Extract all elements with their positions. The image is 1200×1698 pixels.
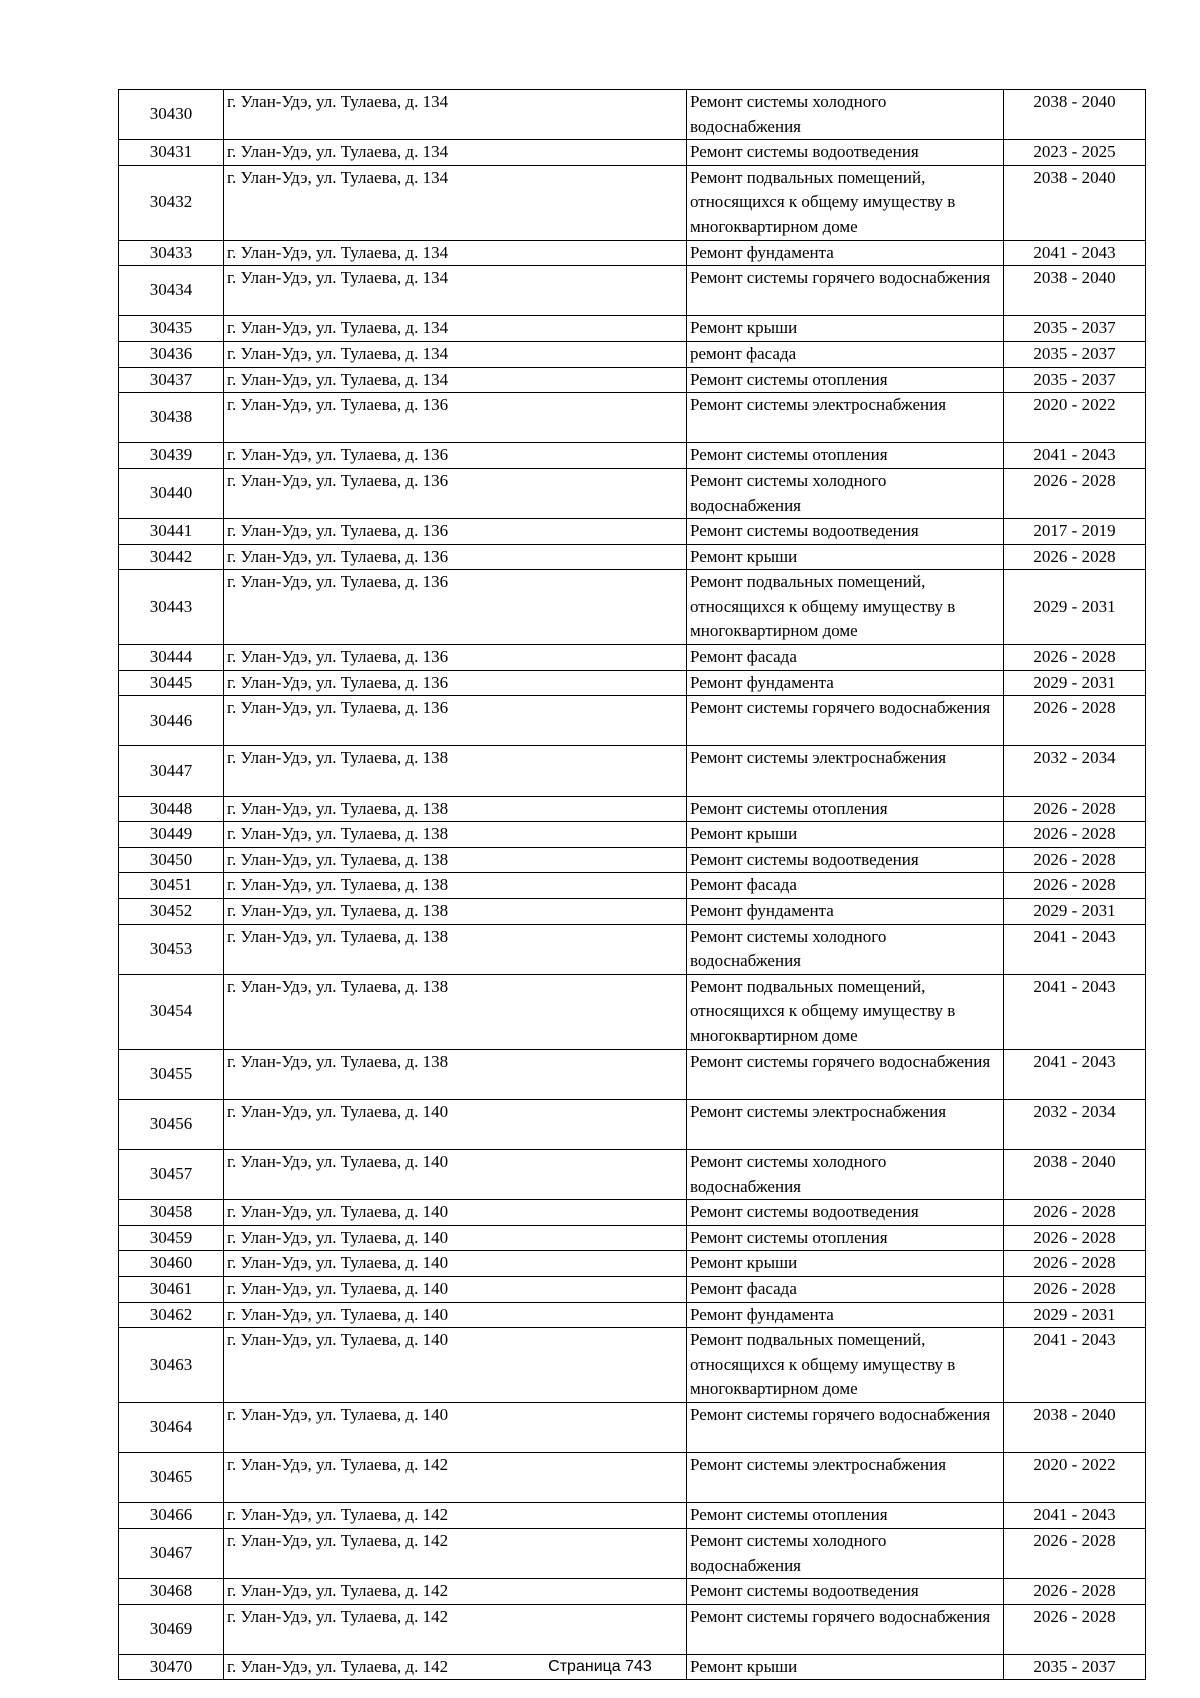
address-cell: г. Улан-Удэ, ул. Тулаева, д. 134 [224, 316, 687, 342]
years-cell: 2020 - 2022 [1004, 1453, 1146, 1503]
address-cell: г. Улан-Удэ, ул. Тулаева, д. 142 [224, 1453, 687, 1503]
work-type-cell: Ремонт системы холодного водоснабжения [687, 468, 1004, 518]
address-cell: г. Улан-Удэ, ул. Тулаева, д. 142 [224, 1528, 687, 1578]
years-cell: 2026 - 2028 [1004, 822, 1146, 848]
address-cell: г. Улан-Удэ, ул. Тулаева, д. 136 [224, 645, 687, 671]
years-cell: 2038 - 2040 [1004, 266, 1146, 316]
years-cell: 2026 - 2028 [1004, 847, 1146, 873]
address-cell: г. Улан-Удэ, ул. Тулаева, д. 136 [224, 544, 687, 570]
row-id-cell: 30438 [119, 393, 224, 443]
years-cell: 2026 - 2028 [1004, 1251, 1146, 1277]
row-id-cell: 30437 [119, 367, 224, 393]
table-row [119, 1328, 1146, 1403]
row-id-cell: 30468 [119, 1579, 224, 1605]
row-id-cell: 30461 [119, 1276, 224, 1302]
table-row [119, 266, 1146, 316]
years-cell: 2026 - 2028 [1004, 873, 1146, 899]
work-type-cell: Ремонт системы холодного водоснабжения [687, 90, 1004, 140]
table-row [119, 974, 1146, 1049]
table-row [119, 570, 1146, 645]
address-cell: г. Улан-Удэ, ул. Тулаева, д. 140 [224, 1276, 687, 1302]
table-row [119, 393, 1146, 443]
address-cell: г. Улан-Удэ, ул. Тулаева, д. 134 [224, 266, 687, 316]
address-cell: г. Улан-Удэ, ул. Тулаева, д. 140 [224, 1225, 687, 1251]
years-cell: 2026 - 2028 [1004, 696, 1146, 746]
years-cell: 2041 - 2043 [1004, 240, 1146, 266]
address-cell: г. Улан-Удэ, ул. Тулаева, д. 140 [224, 1149, 687, 1199]
work-type-cell: Ремонт крыши [687, 1654, 1004, 1680]
table-row [119, 847, 1146, 873]
years-cell: 2029 - 2031 [1004, 1302, 1146, 1328]
years-cell: 2026 - 2028 [1004, 1528, 1146, 1578]
row-id-cell: 30460 [119, 1251, 224, 1277]
years-cell: 2038 - 2040 [1004, 165, 1146, 240]
table-row [119, 341, 1146, 367]
row-id-cell: 30457 [119, 1149, 224, 1199]
years-cell: 2026 - 2028 [1004, 468, 1146, 518]
work-type-cell: Ремонт системы отопления [687, 443, 1004, 469]
table-row [119, 924, 1146, 974]
years-cell: 2038 - 2040 [1004, 1402, 1146, 1452]
address-cell: г. Улан-Удэ, ул. Тулаева, д. 136 [224, 443, 687, 469]
address-cell: г. Улан-Удэ, ул. Тулаева, д. 134 [224, 367, 687, 393]
row-id-cell: 30448 [119, 796, 224, 822]
table-row [119, 1579, 1146, 1605]
row-id-cell: 30467 [119, 1528, 224, 1578]
row-id-cell: 30459 [119, 1225, 224, 1251]
row-id-cell: 30465 [119, 1453, 224, 1503]
address-cell: г. Улан-Удэ, ул. Тулаева, д. 134 [224, 341, 687, 367]
table-row [119, 696, 1146, 746]
years-cell: 2041 - 2043 [1004, 924, 1146, 974]
table-row [119, 1225, 1146, 1251]
address-cell: г. Улан-Удэ, ул. Тулаева, д. 142 [224, 1654, 687, 1680]
years-cell: 2023 - 2025 [1004, 140, 1146, 166]
table-row [119, 873, 1146, 899]
work-type-cell: Ремонт системы отопления [687, 1225, 1004, 1251]
row-id-cell: 30466 [119, 1503, 224, 1529]
address-cell: г. Улан-Удэ, ул. Тулаева, д. 138 [224, 847, 687, 873]
table-row [119, 544, 1146, 570]
years-cell: 2038 - 2040 [1004, 1149, 1146, 1199]
address-cell: г. Улан-Удэ, ул. Тулаева, д. 134 [224, 90, 687, 140]
row-id-cell: 30439 [119, 443, 224, 469]
work-type-cell: Ремонт фасада [687, 645, 1004, 671]
years-cell: 2041 - 2043 [1004, 1049, 1146, 1099]
work-type-cell: Ремонт фундамента [687, 670, 1004, 696]
address-cell: г. Улан-Удэ, ул. Тулаева, д. 136 [224, 519, 687, 545]
row-id-cell: 30435 [119, 316, 224, 342]
row-id-cell: 30452 [119, 899, 224, 925]
work-type-cell: Ремонт крыши [687, 316, 1004, 342]
years-cell: 2041 - 2043 [1004, 974, 1146, 1049]
page-footer [0, 1658, 1200, 1676]
address-cell: г. Улан-Удэ, ул. Тулаева, д. 140 [224, 1200, 687, 1226]
table-row [119, 1604, 1146, 1654]
address-cell: г. Улан-Удэ, ул. Тулаева, д. 142 [224, 1503, 687, 1529]
address-cell: г. Улан-Удэ, ул. Тулаева, д. 138 [224, 796, 687, 822]
table-row [119, 367, 1146, 393]
address-cell: г. Улан-Удэ, ул. Тулаева, д. 136 [224, 670, 687, 696]
table-row [119, 1149, 1146, 1199]
work-type-cell: Ремонт крыши [687, 1251, 1004, 1277]
years-cell: 2035 - 2037 [1004, 341, 1146, 367]
table-row [119, 899, 1146, 925]
work-type-cell: ремонт фасада [687, 341, 1004, 367]
page-number: Страница 743 [548, 1658, 652, 1675]
row-id-cell: 30469 [119, 1604, 224, 1654]
address-cell: г. Улан-Удэ, ул. Тулаева, д. 136 [224, 696, 687, 746]
years-cell: 2035 - 2037 [1004, 316, 1146, 342]
work-type-cell: Ремонт системы отопления [687, 1503, 1004, 1529]
work-type-cell: Ремонт системы горячего водоснабжения [687, 1402, 1004, 1452]
work-type-cell: Ремонт системы отопления [687, 796, 1004, 822]
years-cell: 2026 - 2028 [1004, 645, 1146, 671]
years-cell: 2041 - 2043 [1004, 443, 1146, 469]
row-id-cell: 30432 [119, 165, 224, 240]
work-type-cell: Ремонт подвальных помещений, относящихся к общему имуществу в многоквартирном доме [687, 165, 1004, 240]
row-id-cell: 30455 [119, 1049, 224, 1099]
address-cell: г. Улан-Удэ, ул. Тулаева, д. 140 [224, 1328, 687, 1403]
work-type-cell: Ремонт системы горячего водоснабжения [687, 266, 1004, 316]
table-row [119, 1251, 1146, 1277]
row-id-cell: 30453 [119, 924, 224, 974]
address-cell: г. Улан-Удэ, ул. Тулаева, д. 136 [224, 570, 687, 645]
work-type-cell: Ремонт системы водоотведения [687, 140, 1004, 166]
table-row [119, 1453, 1146, 1503]
years-cell: 2029 - 2031 [1004, 899, 1146, 925]
row-id-cell: 30440 [119, 468, 224, 518]
table-row [119, 140, 1146, 166]
work-type-cell: Ремонт крыши [687, 822, 1004, 848]
work-type-cell: Ремонт системы водоотведения [687, 1200, 1004, 1226]
row-id-cell: 30470 [119, 1654, 224, 1680]
row-id-cell: 30446 [119, 696, 224, 746]
years-cell: 2032 - 2034 [1004, 1099, 1146, 1149]
work-type-cell: Ремонт подвальных помещений, относящихся к общему имуществу в многоквартирном доме [687, 570, 1004, 645]
address-cell: г. Улан-Удэ, ул. Тулаева, д. 134 [224, 165, 687, 240]
address-cell: г. Улан-Удэ, ул. Тулаева, д. 136 [224, 393, 687, 443]
years-cell: 2029 - 2031 [1004, 570, 1146, 645]
years-cell: 2026 - 2028 [1004, 1604, 1146, 1654]
address-cell: г. Улан-Удэ, ул. Тулаева, д. 140 [224, 1402, 687, 1452]
work-type-cell: Ремонт фундамента [687, 240, 1004, 266]
table-row [119, 1402, 1146, 1452]
table-row [119, 240, 1146, 266]
address-cell: г. Улан-Удэ, ул. Тулаева, д. 140 [224, 1251, 687, 1277]
address-cell: г. Улан-Удэ, ул. Тулаева, д. 140 [224, 1302, 687, 1328]
row-id-cell: 30431 [119, 140, 224, 166]
years-cell: 2026 - 2028 [1004, 1200, 1146, 1226]
address-cell: г. Улан-Удэ, ул. Тулаева, д. 138 [224, 822, 687, 848]
work-type-cell: Ремонт системы водоотведения [687, 519, 1004, 545]
years-cell: 2038 - 2040 [1004, 90, 1146, 140]
address-cell: г. Улан-Удэ, ул. Тулаева, д. 142 [224, 1604, 687, 1654]
table-row [119, 468, 1146, 518]
table-row [119, 1302, 1146, 1328]
address-cell: г. Улан-Удэ, ул. Тулаева, д. 138 [224, 974, 687, 1049]
work-type-cell: Ремонт системы горячего водоснабжения [687, 696, 1004, 746]
work-type-cell: Ремонт фундамента [687, 899, 1004, 925]
address-cell: г. Улан-Удэ, ул. Тулаева, д. 138 [224, 873, 687, 899]
row-id-cell: 30464 [119, 1402, 224, 1452]
table-row [119, 1528, 1146, 1578]
row-id-cell: 30449 [119, 822, 224, 848]
work-type-cell: Ремонт фундамента [687, 1302, 1004, 1328]
table-row [119, 165, 1146, 240]
work-type-cell: Ремонт системы холодного водоснабжения [687, 924, 1004, 974]
work-type-cell: Ремонт системы водоотведения [687, 847, 1004, 873]
row-id-cell: 30458 [119, 1200, 224, 1226]
table-row [119, 822, 1146, 848]
table-row [119, 316, 1146, 342]
work-type-cell: Ремонт системы горячего водоснабжения [687, 1049, 1004, 1099]
address-cell: г. Улан-Удэ, ул. Тулаева, д. 138 [224, 746, 687, 796]
years-cell: 2026 - 2028 [1004, 1579, 1146, 1605]
row-id-cell: 30463 [119, 1328, 224, 1403]
address-cell: г. Улан-Удэ, ул. Тулаева, д. 142 [224, 1579, 687, 1605]
address-cell: г. Улан-Удэ, ул. Тулаева, д. 138 [224, 924, 687, 974]
row-id-cell: 30444 [119, 645, 224, 671]
row-id-cell: 30433 [119, 240, 224, 266]
row-id-cell: 30451 [119, 873, 224, 899]
table-row [119, 519, 1146, 545]
years-cell: 2035 - 2037 [1004, 1654, 1146, 1680]
table-row [119, 1099, 1146, 1149]
years-cell: 2026 - 2028 [1004, 1276, 1146, 1302]
table-row [119, 443, 1146, 469]
work-type-cell: Ремонт фасада [687, 873, 1004, 899]
work-type-cell: Ремонт системы холодного водоснабжения [687, 1528, 1004, 1578]
address-cell: г. Улан-Удэ, ул. Тулаева, д. 134 [224, 240, 687, 266]
years-cell: 2032 - 2034 [1004, 746, 1146, 796]
years-cell: 2035 - 2037 [1004, 367, 1146, 393]
table-row [119, 90, 1146, 140]
table-row [119, 1200, 1146, 1226]
work-type-cell: Ремонт системы водоотведения [687, 1579, 1004, 1605]
table-row [119, 1276, 1146, 1302]
address-cell: г. Улан-Удэ, ул. Тулаева, д. 136 [224, 468, 687, 518]
row-id-cell: 30462 [119, 1302, 224, 1328]
row-id-cell: 30442 [119, 544, 224, 570]
row-id-cell: 30441 [119, 519, 224, 545]
work-type-cell: Ремонт фасада [687, 1276, 1004, 1302]
work-type-cell: Ремонт системы электроснабжения [687, 393, 1004, 443]
work-type-cell: Ремонт системы горячего водоснабжения [687, 1604, 1004, 1654]
work-type-cell: Ремонт системы отопления [687, 367, 1004, 393]
row-id-cell: 30447 [119, 746, 224, 796]
work-type-cell: Ремонт системы электроснабжения [687, 1453, 1004, 1503]
table-row [119, 1049, 1146, 1099]
years-cell: 2017 - 2019 [1004, 519, 1146, 545]
row-id-cell: 30450 [119, 847, 224, 873]
years-cell: 2026 - 2028 [1004, 1225, 1146, 1251]
years-cell: 2026 - 2028 [1004, 796, 1146, 822]
work-type-cell: Ремонт крыши [687, 544, 1004, 570]
years-cell: 2041 - 2043 [1004, 1503, 1146, 1529]
table-row [119, 1503, 1146, 1529]
row-id-cell: 30436 [119, 341, 224, 367]
address-cell: г. Улан-Удэ, ул. Тулаева, д. 134 [224, 140, 687, 166]
row-id-cell: 30456 [119, 1099, 224, 1149]
address-cell: г. Улан-Удэ, ул. Тулаева, д. 138 [224, 1049, 687, 1099]
table-row [119, 670, 1146, 696]
repair-schedule-table [118, 89, 1146, 1680]
years-cell: 2020 - 2022 [1004, 393, 1146, 443]
table-row [119, 746, 1146, 796]
table-row [119, 645, 1146, 671]
row-id-cell: 30454 [119, 974, 224, 1049]
row-id-cell: 30434 [119, 266, 224, 316]
row-id-cell: 30443 [119, 570, 224, 645]
work-type-cell: Ремонт подвальных помещений, относящихся к общему имуществу в многоквартирном доме [687, 1328, 1004, 1403]
address-cell: г. Улан-Удэ, ул. Тулаева, д. 140 [224, 1099, 687, 1149]
work-type-cell: Ремонт системы электроснабжения [687, 1099, 1004, 1149]
work-type-cell: Ремонт системы холодного водоснабжения [687, 1149, 1004, 1199]
table-body [119, 90, 1146, 1680]
years-cell: 2029 - 2031 [1004, 670, 1146, 696]
work-type-cell: Ремонт системы электроснабжения [687, 746, 1004, 796]
years-cell: 2041 - 2043 [1004, 1328, 1146, 1403]
years-cell: 2026 - 2028 [1004, 544, 1146, 570]
work-type-cell: Ремонт подвальных помещений, относящихся к общему имуществу в многоквартирном доме [687, 974, 1004, 1049]
row-id-cell: 30445 [119, 670, 224, 696]
address-cell: г. Улан-Удэ, ул. Тулаева, д. 138 [224, 899, 687, 925]
row-id-cell: 30430 [119, 90, 224, 140]
table-row [119, 796, 1146, 822]
